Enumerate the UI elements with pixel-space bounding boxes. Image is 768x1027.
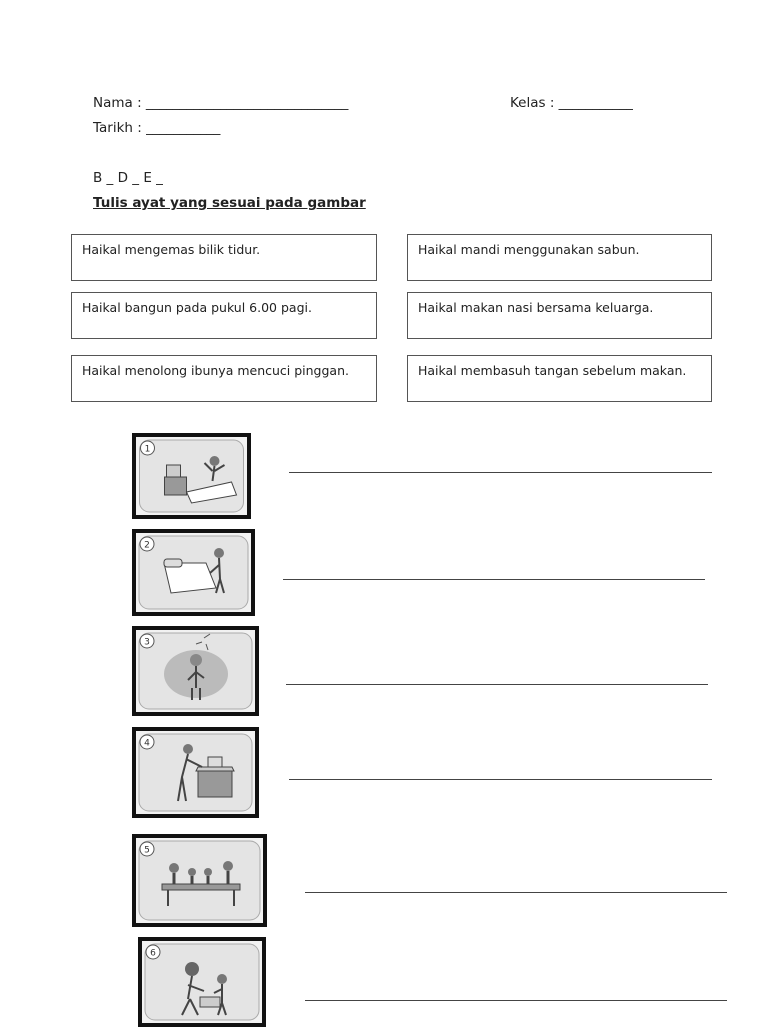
answer-line-1[interactable] <box>289 472 712 473</box>
sentence-box-5: Haikal menolong ibunya mencuci pinggan. <box>71 355 377 402</box>
answer-line-6[interactable] <box>305 1000 727 1001</box>
sentence-box-6: Haikal membasuh tangan sebelum makan. <box>407 355 712 402</box>
instruction-title: Tulis ayat yang sesuai pada gambar <box>93 195 366 211</box>
level-label: B _ D _ E _ <box>93 170 163 186</box>
bathing-icon <box>136 630 255 712</box>
picture-number: 3 <box>144 637 150 648</box>
waking-up-icon <box>136 437 247 515</box>
picture-number: 2 <box>144 540 150 551</box>
picture-3 <box>132 626 259 716</box>
answer-line-3[interactable] <box>286 684 708 685</box>
picture-4 <box>132 727 259 818</box>
sentence-box-1: Haikal mengemas bilik tidur. <box>71 234 377 281</box>
sentence-box-4: Haikal makan nasi bersama keluarga. <box>407 292 712 339</box>
name-field[interactable]: Nama : ______________________________ <box>93 95 349 111</box>
picture-5 <box>132 834 267 927</box>
answer-line-4[interactable] <box>289 779 712 780</box>
washing-hands-icon <box>136 731 255 814</box>
making-bed-icon <box>136 533 251 612</box>
sentence-box-2: Haikal mandi menggunakan sabun. <box>407 234 712 281</box>
picture-number: 1 <box>144 444 151 455</box>
picture-number: 5 <box>144 845 150 856</box>
picture-1 <box>132 433 251 519</box>
picture-number: 6 <box>150 948 156 959</box>
sentence-box-3: Haikal bangun pada pukul 6.00 pagi. <box>71 292 377 339</box>
washing-dishes-icon <box>142 941 262 1023</box>
picture-number: 4 <box>144 738 150 749</box>
answer-line-5[interactable] <box>305 892 727 893</box>
picture-6 <box>138 937 266 1027</box>
answer-line-2[interactable] <box>283 579 705 580</box>
class-field[interactable]: Kelas : ___________ <box>510 95 633 111</box>
picture-2 <box>132 529 255 616</box>
date-field[interactable]: Tarikh : ___________ <box>93 120 221 136</box>
family-meal-icon <box>136 838 263 923</box>
